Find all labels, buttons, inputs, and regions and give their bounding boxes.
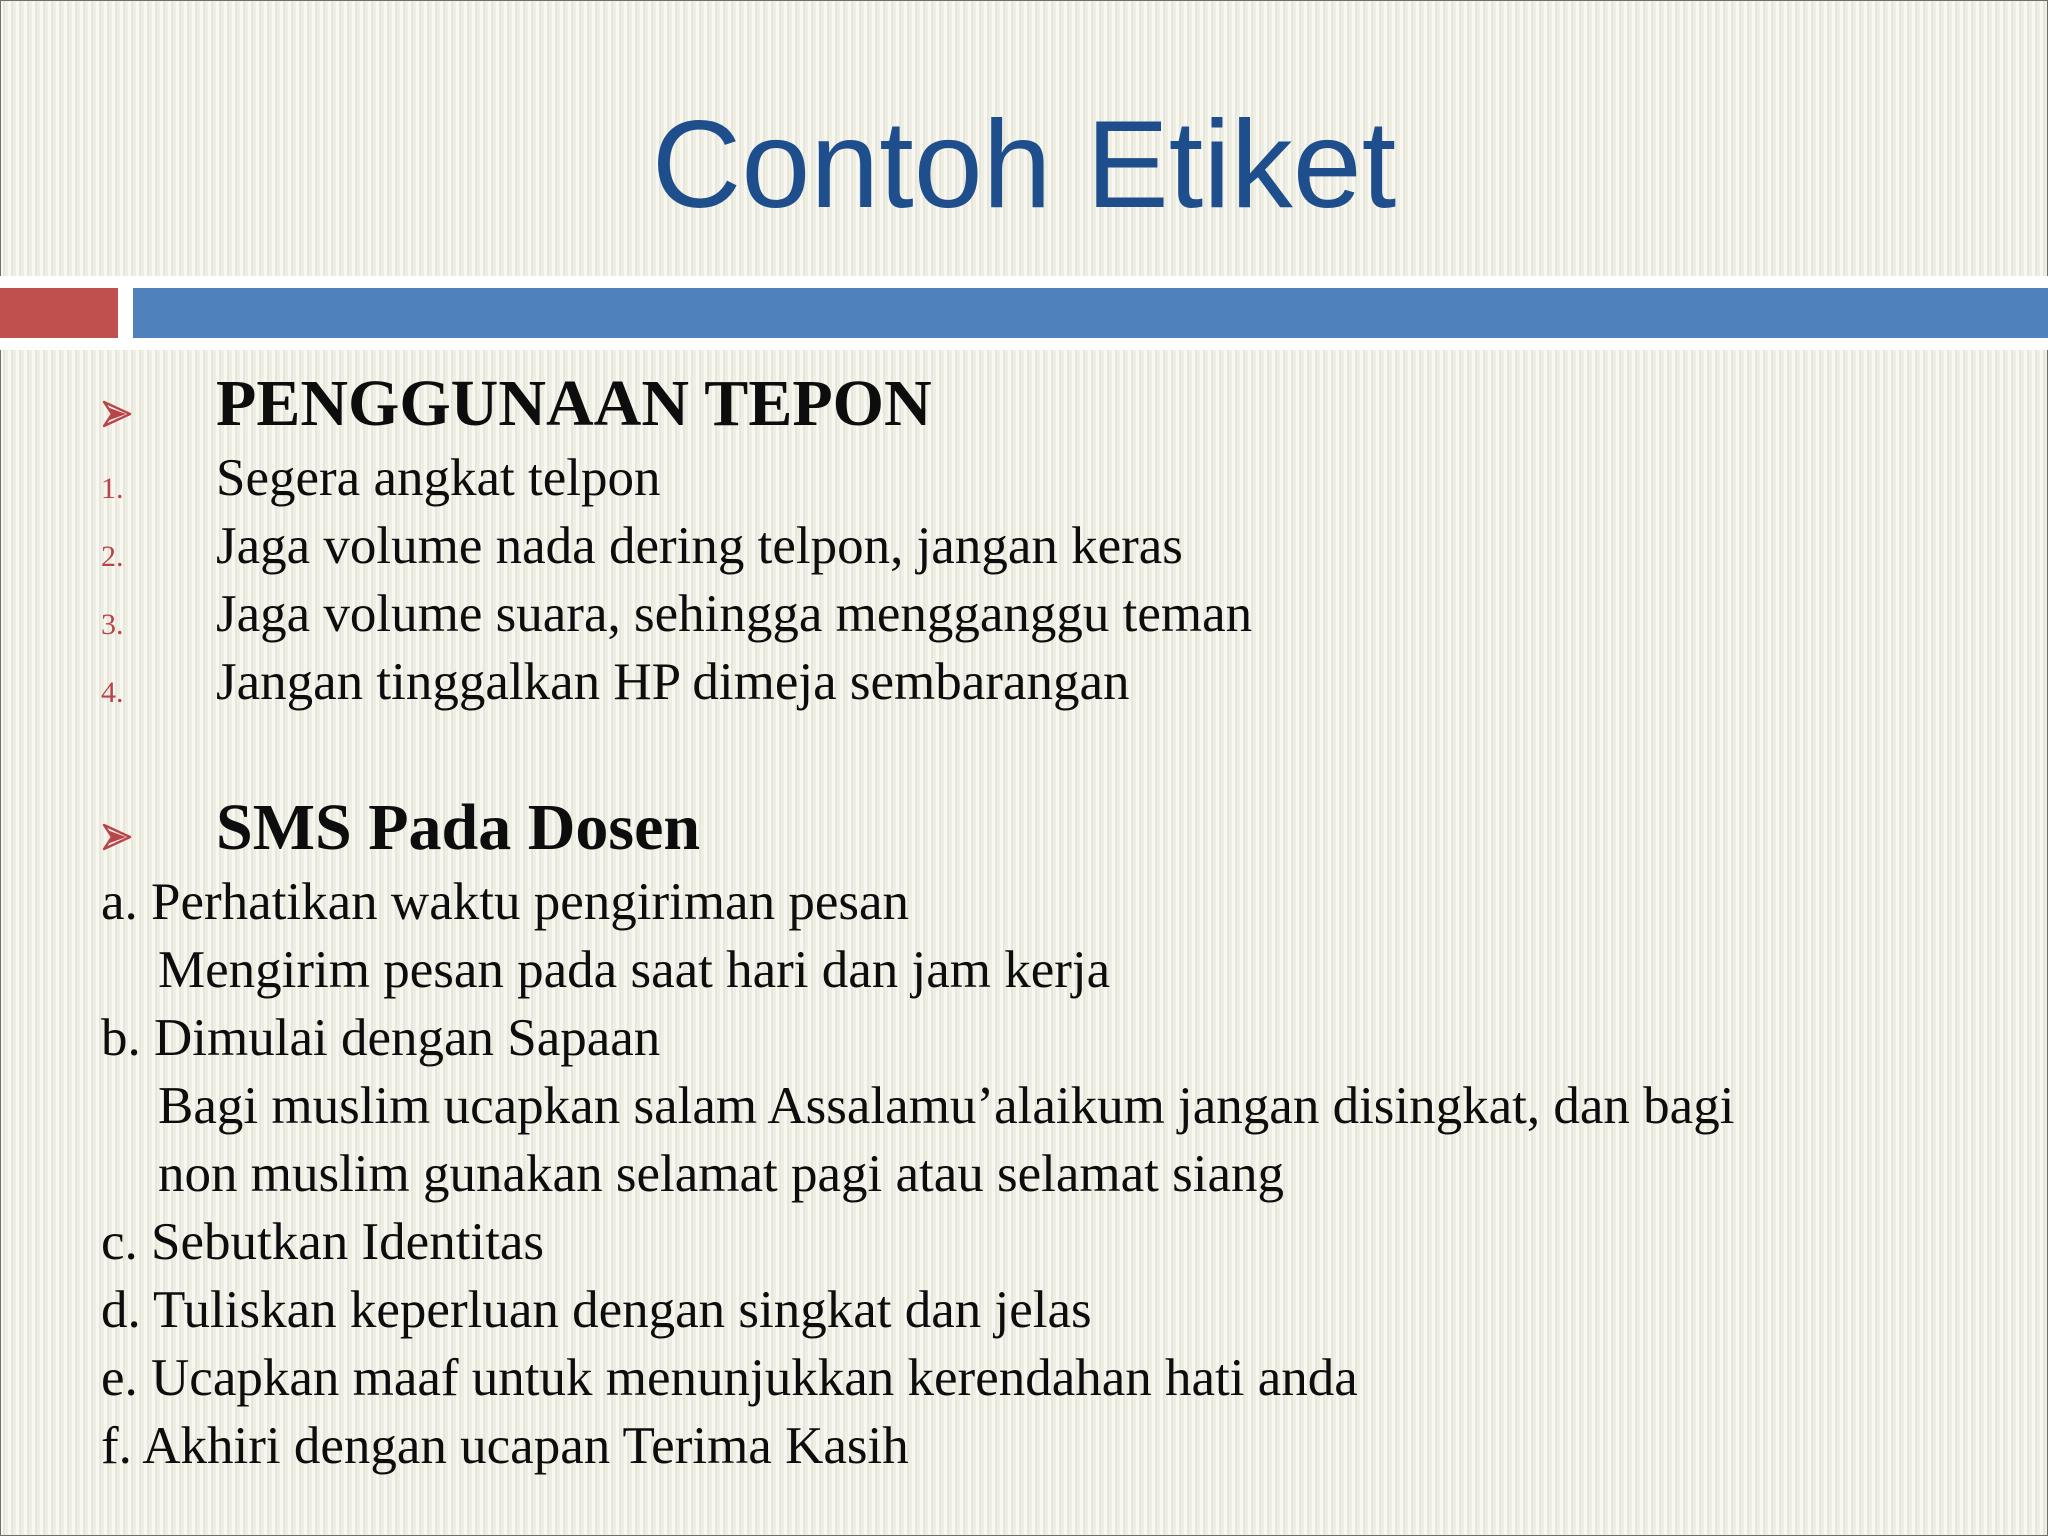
list-number: 3.: [101, 608, 124, 641]
list-item-detail: Bagi muslim ucapkan salam Assalamu’alaikum jangan disingkat, dan bagi: [158, 1077, 1735, 1135]
divider-red-block: [0, 288, 118, 338]
list-number: 4.: [101, 676, 124, 709]
arrowhead-bullet-icon: [102, 399, 132, 429]
list-item: Jaga volume nada dering telpon, jangan keras: [216, 517, 1183, 575]
list-number: 1.: [101, 472, 124, 505]
list-number: 2.: [101, 540, 124, 573]
list-item: a. Perhatikan waktu pengiriman pesan: [101, 873, 909, 931]
list-item: f. Akhiri dengan ucapan Terima Kasih: [101, 1417, 909, 1475]
list-item: c. Sebutkan Identitas: [101, 1213, 545, 1271]
list-item: Jaga volume suara, sehingga mengganggu teman: [216, 585, 1253, 643]
arrowhead-bullet-icon: [102, 822, 132, 852]
list-item: b. Dimulai dengan Sapaan: [101, 1009, 661, 1067]
list-item: Jangan tinggalkan HP dimeja sembarangan: [216, 653, 1130, 711]
slide-title: Contoh Etiket: [651, 96, 1397, 234]
list-item-detail: non muslim gunakan selamat pagi atau selamat siang: [158, 1145, 1284, 1203]
list-item: d. Tuliskan keperluan dengan singkat dan jelas: [101, 1281, 1092, 1339]
list-item-detail: Mengirim pesan pada saat hari dan jam kerja: [158, 941, 1111, 999]
list-item: e. Ucapkan maaf untuk menunjukkan kerendahan hati anda: [101, 1349, 1358, 1407]
section-heading-penggunaan-tepon: PENGGUNAAN TEPON: [216, 367, 932, 440]
title-divider: [0, 276, 2048, 350]
divider-blue-bar: [133, 288, 2048, 338]
list-item: Segera angkat telpon: [216, 449, 661, 507]
section-heading-sms-pada-dosen: SMS Pada Dosen: [216, 791, 701, 864]
